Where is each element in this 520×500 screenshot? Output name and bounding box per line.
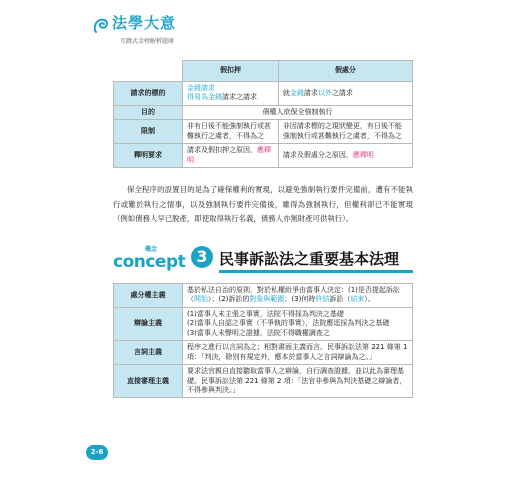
cell-text: 請求 — [303, 88, 318, 97]
row-label: 言詞主義 — [114, 341, 183, 365]
table-cell — [183, 307, 413, 340]
highlight-text: 得易為金錢 — [187, 93, 222, 102]
book-logo — [92, 12, 202, 56]
row-label: 辯論主義 — [114, 307, 183, 340]
row-label: 限制 — [114, 120, 183, 144]
principles-table — [113, 283, 413, 398]
table-cell: 要求法官親自直接聽取當事人之辯論，自行調查證據，並以此為審理基礎。民事訴訟法第 221 條第 2 項：「法官非參與為判決基礎之辯論者，不得參與判決。」 — [183, 365, 413, 398]
cell-text: ）；(2)訴訟的 — [208, 295, 250, 304]
row-label: 請求的標的 — [114, 82, 183, 106]
highlight-text: 以外 — [317, 88, 332, 97]
table-cell — [183, 82, 279, 106]
table-row — [114, 365, 413, 398]
page-number: 2-6 — [86, 445, 108, 460]
swirl-icon — [92, 12, 114, 38]
book-title: 法學大意 — [112, 14, 177, 32]
table-row — [114, 144, 413, 168]
row-label: 直接審理主義 — [114, 365, 183, 398]
highlight-text: 應釋明 — [352, 150, 374, 159]
highlight-text: 開始 — [194, 295, 208, 304]
cell-text: 基於私法自治的原則，對於私權紛爭由當事人決定：(1)是否提起訴訟（ — [187, 286, 400, 304]
table-cell: 債權人欲保全強制執行 — [183, 105, 413, 119]
list-item: (2)當事人自認之事實（不爭執的事實），法院應逕採為判決之基礎 — [187, 319, 390, 328]
row-label: 釋明要求 — [114, 144, 183, 168]
highlight-text: 終結 — [315, 295, 330, 304]
list-item: (3)當事人未聲明之證據，法院不得職權調查之 — [187, 328, 330, 337]
highlight-text: 金錢請求 — [187, 84, 215, 92]
cell-text: 請求之請求 — [222, 93, 257, 102]
table-cell: 非有日後不能強制執行或甚難執行之虞者，不得為之 — [183, 120, 279, 144]
row-label: 處分權主義 — [114, 284, 183, 308]
concept-number: 3 — [191, 246, 213, 268]
table-cell — [278, 144, 412, 168]
table-cell: 非因請求標的之現狀變更，有日後不能強制執行或甚難執行之虞者，不得為之 — [278, 120, 412, 144]
table-row — [114, 307, 413, 340]
table-cell: 程序之進行以言詞為之；相對書面主義而言。民事訴訟法第 221 條第 1 項：「判決，除別有規定外，應本於當事人之言詞辯論為之。」 — [183, 341, 413, 365]
cell-text: 就 — [282, 88, 290, 97]
table-row — [114, 284, 413, 308]
cell-text: ；(3)何時 — [284, 295, 316, 304]
cell-text: 訴訟（ — [329, 295, 351, 304]
title-underline — [219, 270, 413, 273]
cell-text: 請求及假扣押之原因， — [187, 146, 257, 155]
section-title: 民事訴訟法之重要基本法理 — [219, 250, 400, 268]
highlight-text: 結束 — [350, 295, 365, 304]
highlight-text: 金錢 — [289, 88, 304, 97]
table-row — [114, 82, 413, 106]
table-corner — [114, 61, 183, 82]
highlight-text: 應釋明 — [187, 146, 271, 164]
cell-text: 之請求 — [331, 88, 353, 97]
highlight-text: 對象與範圍 — [249, 295, 285, 304]
col-header-attachment: 假扣押 — [183, 61, 279, 82]
table-row — [114, 341, 413, 365]
col-header-injunction: 假處分 — [278, 61, 412, 82]
body-paragraph: 保全程序的設置目的是為了確保權利的實現，以避免強制執行要件完備前，遭有不能執行或難於執行之情事，以及強制執行要件完備後，雖得為強制執行，但權利卻已不能實現（例如債務人早已脫產，即使取得執行名義，債務人亦無財產可供執行）。 — [113, 185, 413, 223]
table-row — [114, 120, 413, 144]
table-row — [114, 105, 413, 119]
concept-heading — [113, 243, 413, 273]
table-cell — [183, 284, 413, 308]
row-label: 目的 — [114, 105, 183, 119]
concept-small-label: 概念 — [145, 246, 158, 253]
table-cell — [183, 144, 279, 168]
list-item: (1)當事人未主張之事實，法院不得採為判決之基礎 — [187, 309, 344, 318]
book-subtitle: 互跳式金榜解析題庫 — [120, 38, 175, 45]
comparison-table — [113, 60, 413, 168]
concept-word: concept — [113, 252, 186, 272]
cell-text: ）。 — [364, 295, 375, 304]
cell-text: 請求及假處分之原因， — [282, 150, 353, 159]
table-cell — [278, 82, 412, 106]
